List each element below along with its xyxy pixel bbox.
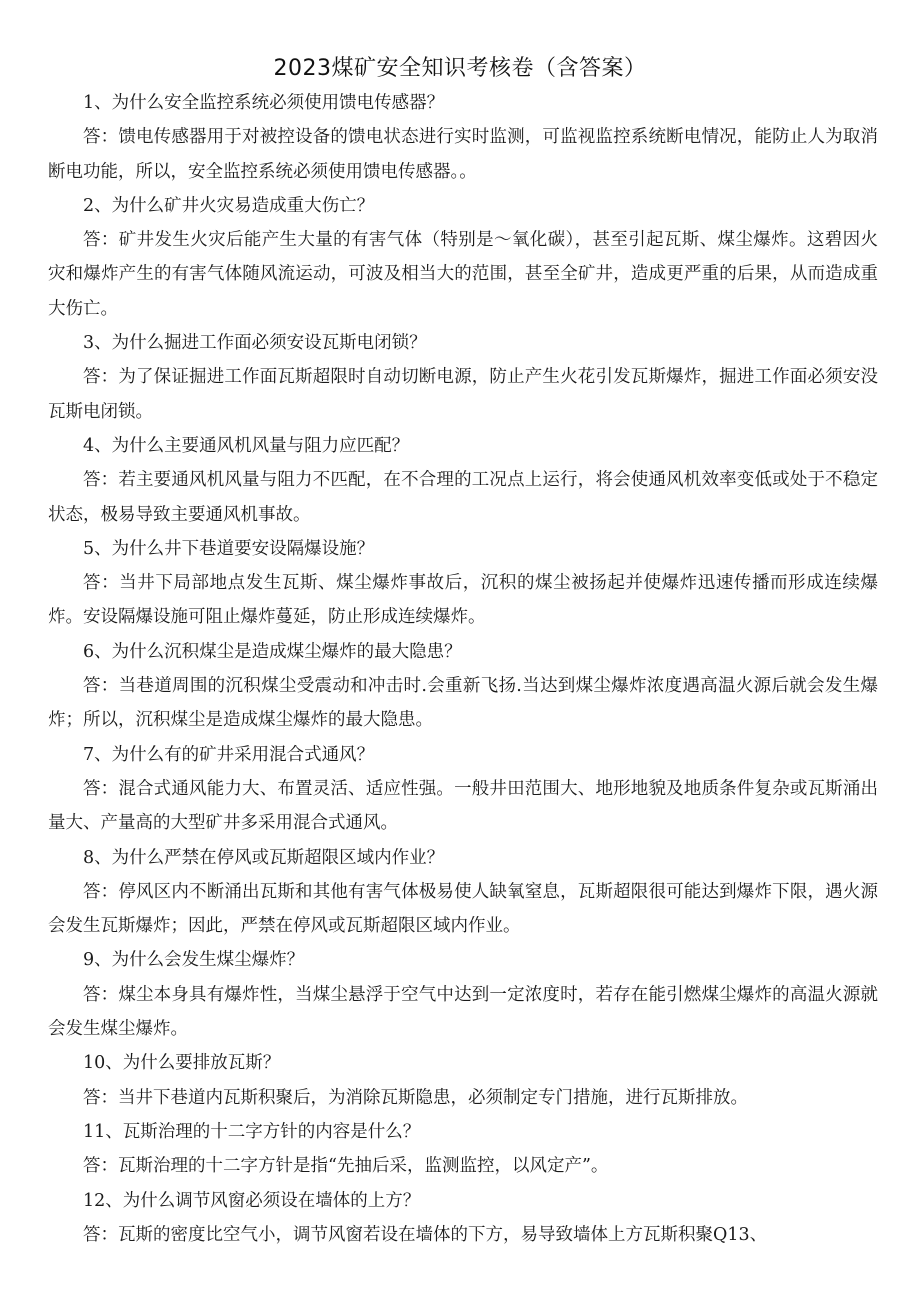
question-9: 9、为什么会发生煤尘爆炸？ [83,950,305,971]
answer-10: 答：当井下巷道内瓦斯积聚后，为消除瓦斯隐患，必须制定专门措施，进行瓦斯排放。 [83,1087,748,1108]
question-10: 10、为什么要排放瓦斯？ [83,1053,281,1074]
answer-12: 答：瓦斯的密度比空气小，调节风窗若设在墙体的下方，易导致墙体上方瓦斯积聚Q13、 [83,1224,768,1245]
answer-11: 答：瓦斯治理的十二字方针是指“先抽后采，监测监控，以风定产”。 [83,1156,609,1177]
answer-6: 答：当巷道周围的沉积煤尘受震动和冲击时.会重新飞扬.当达到煤尘爆炸浓度遇高温火源后就会发生爆炸；所以，沉积煤尘是造成煤尘爆炸的最大隐患。 [48,676,878,731]
answer-2: 答：矿井发生火灾后能产生大量的有害气体（特别是～氧化碳），甚至引起瓦斯、煤尘爆炸。这碧因火灾和爆炸产生的有害气体随风流运动，可波及相当大的范围，甚至全矿井，造成更严重的后果，从而造成重大伤亡。 [48,230,878,319]
answer-5: 答：当井下局部地点发生瓦斯、煤尘爆炸事故后，沉积的煤尘被扬起并使爆炸迅速传播而形成连续爆炸。安设隔爆设施可阻止爆炸蔓延，防止形成连续爆炸。 [48,573,878,628]
question-7: 7、为什么有的矿井采用混合式通风？ [83,744,375,765]
question-3: 3、为什么掘进工作面必须安设瓦斯电闭锁？ [83,333,427,354]
answer-1: 答：馈电传感器用于对被控设备的馈电状态进行实时监测，可监视监控系统断电情况，能防止人为取消断电功能，所以，安全监控系统必须使用馈电传感器。。 [48,127,878,182]
answer-3: 答：为了保证掘进工作面瓦斯超限时自动切断电源，防止产生火花引发瓦斯爆炸，掘进工作面必须安没瓦斯电闭锁。 [48,367,878,422]
question-4: 4、为什么主要通风机风量与阻力应匹配？ [83,435,410,456]
answer-4: 答：若主要通风机风量与阻力不匹配，在不合理的工况点上运行，将会使通风机效率变低或处于不稳定状态，极易导致主要通风机事故。 [48,470,878,525]
question-12: 12、为什么调节风窗必须设在墙体的上方？ [83,1190,421,1211]
question-2: 2、为什么矿井火灾易造成重大伤亡？ [83,195,375,216]
question-11: 11、瓦斯治理的十二字方针的内容是什么？ [83,1121,421,1142]
question-5: 5、为什么井下巷道要安设隔爆设施？ [83,538,375,559]
question-8: 8、为什么严禁在停风或瓦斯超限区域内作业？ [83,847,445,868]
answer-9: 答：煤尘本身具有爆炸性，当煤尘悬浮于空气中达到一定浓度时，若存在能引燃煤尘爆炸的高温火源就会发生煤尘爆炸。 [48,984,878,1040]
answer-8: 答：停风区内不断涌出瓦斯和其他有害气体极易使人缺氧窒息，瓦斯超限很可能达到爆炸下限，遇火源会发生瓦斯爆炸；因此，严禁在停风或瓦斯超限区域内作业。 [48,881,878,937]
answer-7: 答：混合式通风能力大、布置灵活、适应性强。一般井田范围大、地形地貌及地质条件复杂或瓦斯涌出量大、产量高的大型矿井多采用混合式通风。 [48,778,878,834]
document-title: 2023煤矿安全知识考核卷（含答案） [273,56,647,81]
question-1: 1、为什么安全监控系统必须使用馈电传感器？ [83,93,445,113]
qa-list [48,86,878,1252]
question-6: 6、为什么沉积煤尘是造成煤尘爆炸的最大隐患？ [83,641,462,662]
